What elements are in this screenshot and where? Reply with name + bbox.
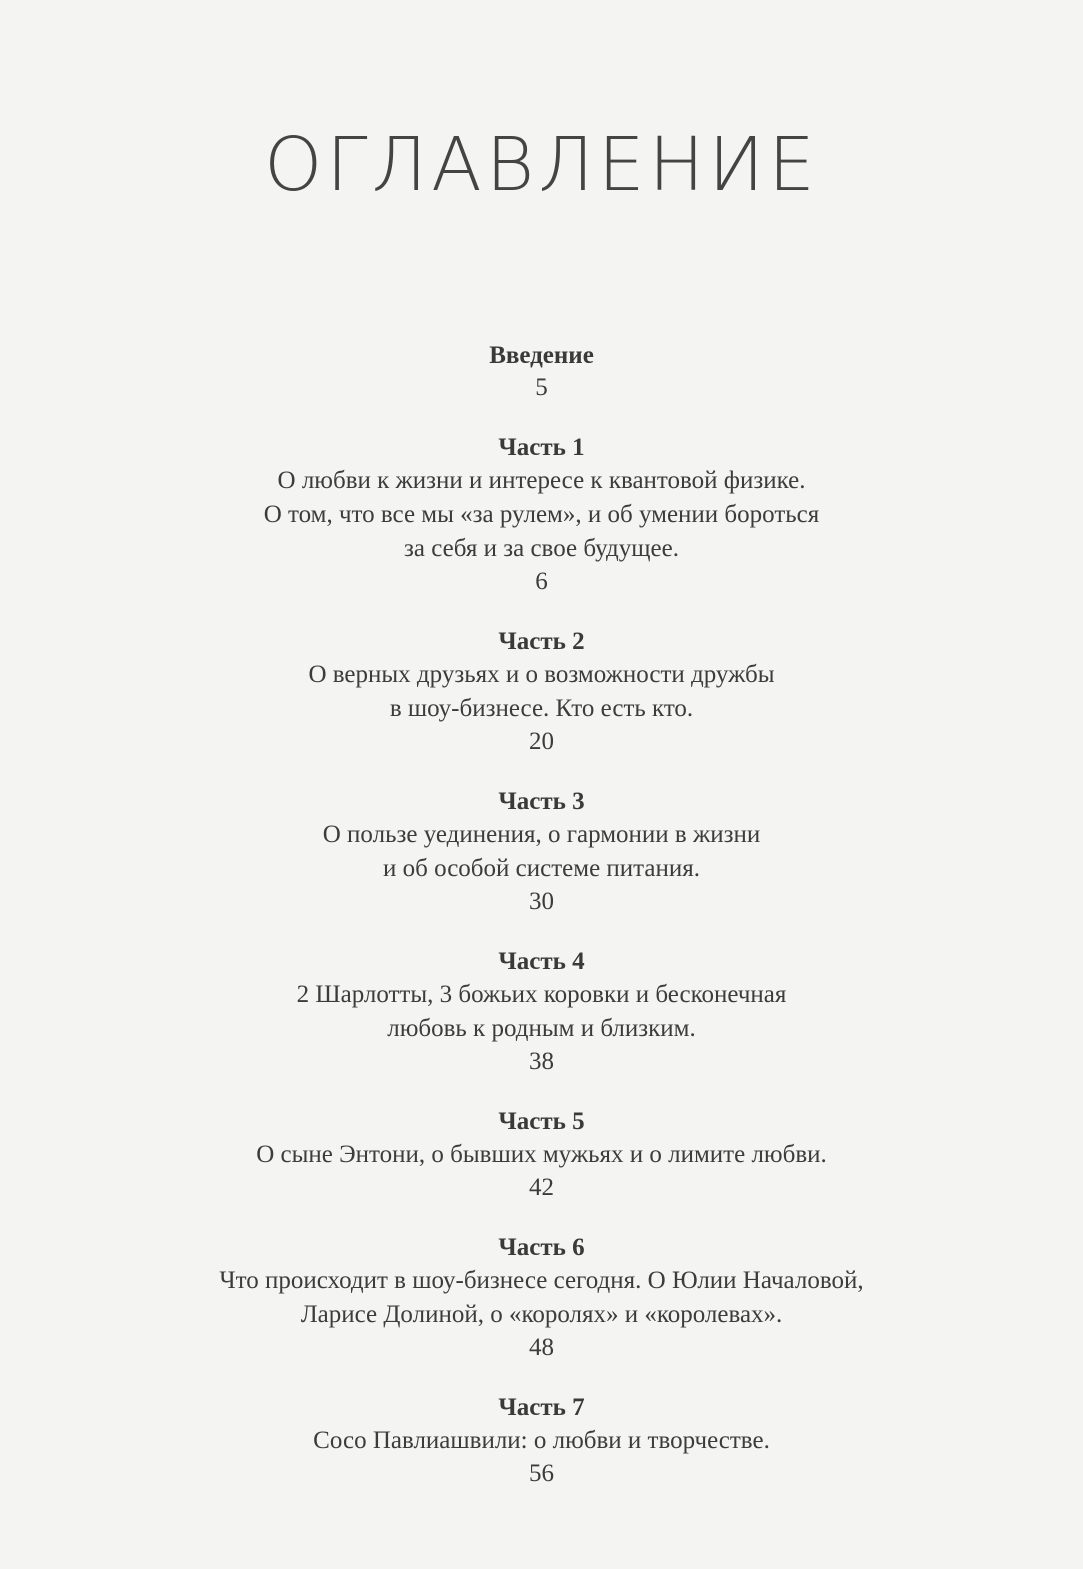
toc-entry-part-5 — [0, 1106, 1083, 1204]
toc-entry-part-2 — [0, 626, 1083, 758]
toc-entry-description: Что происходит в шоу-бизнесе сегодня. О Юлии Началовой, Ларисе Долиной, о «королях» и «королевах». — [219, 1267, 864, 1328]
table-of-contents — [0, 340, 1083, 1518]
toc-entry-page: 48 — [529, 1334, 554, 1361]
toc-entry-page: 56 — [529, 1460, 554, 1487]
toc-entry-part-1 — [0, 432, 1083, 598]
toc-entry-part-4 — [0, 946, 1083, 1078]
toc-entry-page: 20 — [529, 728, 554, 755]
toc-entry-part-3 — [0, 786, 1083, 918]
toc-entry-heading: Часть 5 — [498, 1108, 585, 1135]
toc-entry-description: О любви к жизни и интересе к квантовой физике. О том, что все мы «за рулем», и об умении бороться за себя и за свое будущее. — [263, 467, 820, 562]
toc-entry-description: О пользе уединения, о гармонии в жизни и об особой системе питания. — [322, 821, 761, 882]
toc-entry-page: 6 — [535, 568, 548, 595]
toc-entry-page: 30 — [529, 888, 554, 915]
toc-entry-page: 42 — [529, 1174, 554, 1201]
toc-entry-intro — [0, 340, 1083, 404]
toc-entry-page: 5 — [535, 374, 548, 401]
toc-entry-heading: Часть 3 — [498, 788, 585, 815]
toc-entry-description: Сосо Павлиашвили: о любви и творчестве. — [313, 1427, 770, 1454]
toc-entry-part-6 — [0, 1232, 1083, 1364]
toc-entry-part-7 — [0, 1392, 1083, 1490]
toc-entry-description: 2 Шарлотты, 3 божьих коровки и бесконечная любовь к родным и близким. — [296, 981, 787, 1042]
toc-entry-heading: Часть 6 — [498, 1234, 585, 1261]
toc-entry-heading: Часть 7 — [498, 1394, 585, 1421]
toc-entry-description: О верных друзьях и о возможности дружбы в шоу-бизнесе. Кто есть кто. — [308, 661, 775, 722]
toc-entry-heading: Часть 2 — [498, 628, 585, 655]
toc-entry-heading: Часть 4 — [498, 948, 585, 975]
toc-entry-description: О сыне Энтони, о бывших мужьях и о лимите любви. — [256, 1141, 827, 1168]
toc-entry-page: 38 — [529, 1048, 554, 1075]
page-title: ОГЛАВЛЕНИЕ — [264, 122, 819, 208]
toc-entry-heading: Введение — [489, 342, 594, 369]
toc-entry-heading: Часть 1 — [498, 434, 585, 461]
